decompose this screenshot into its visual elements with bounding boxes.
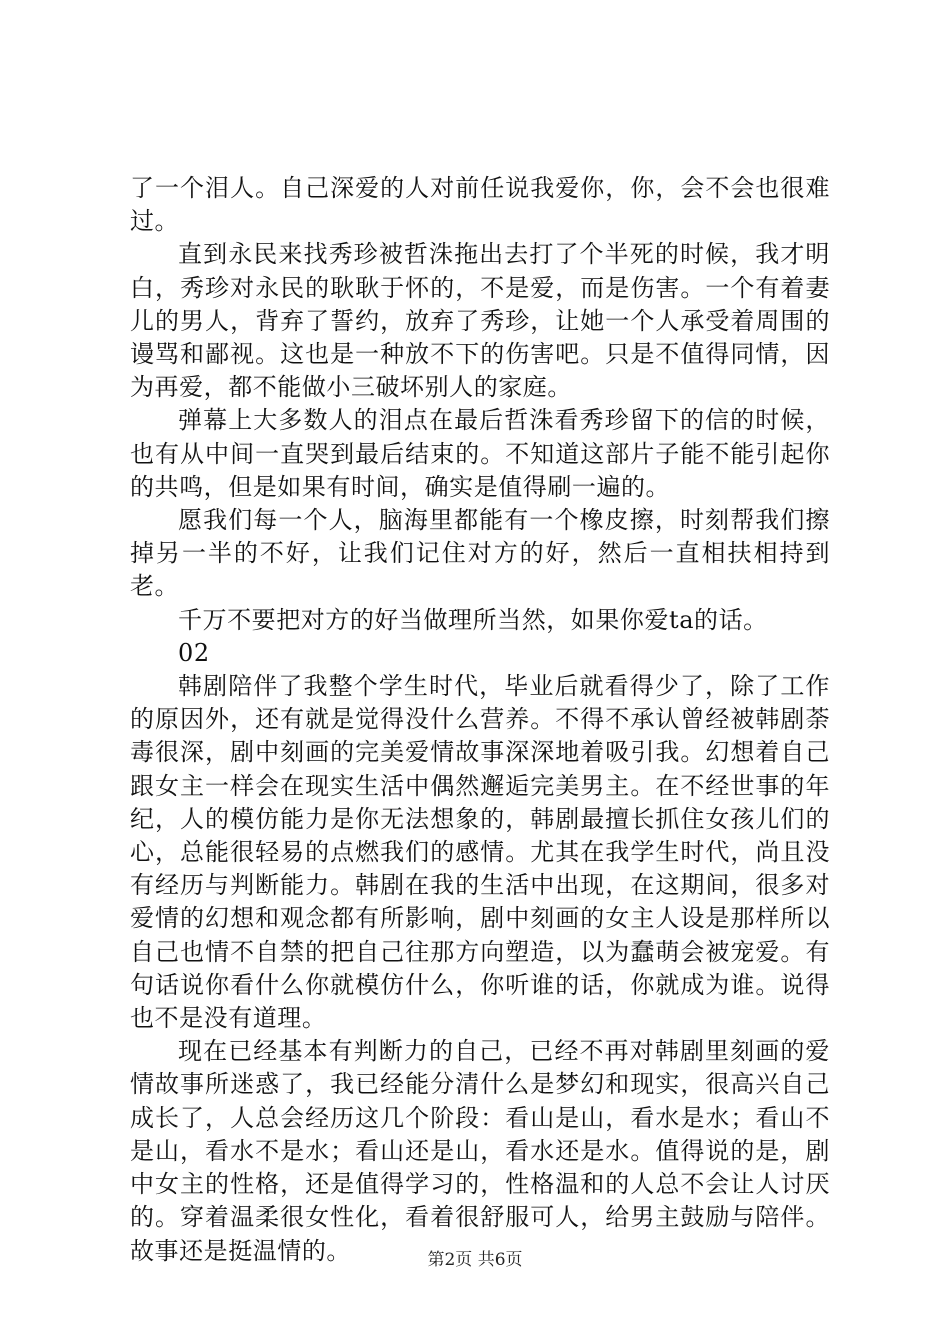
paragraph: 愿我们每一个人，脑海里都能有一个橡皮擦，时刻帮我们擦掉另一半的不好，让我们记住对方的好，然后一直相扶相持到老。 (130, 506, 830, 601)
paragraph: 了一个泪人。自己深爱的人对前任说我爱你，你，会不会也很难过。 (130, 174, 830, 236)
page-footer: 第2页 共6页 (427, 1250, 523, 1270)
paragraph: 千万不要把对方的好当做理所当然，如果你爱ta的话。 (178, 605, 768, 634)
section-number: 02 (178, 638, 210, 667)
paragraph: 现在已经基本有判断力的自己，已经不再对韩剧里刻画的爱情故事所迷惑了，我已经能分清什么是梦幻和现实，很高兴自己成长了，人总会经历这几个阶段：看山是山，看水是水；看山不是山，看水不是水；看山还是山，看水还是水。值得说的是，剧中女主的性格，还是值得学习的，性格温和的人总不会让人讨厌的。穿着温柔很女性化，看着很舒服可人，给男主鼓励与陪伴。故事还是挺温情的。 (130, 1037, 830, 1265)
paragraph: 韩剧陪伴了我整个学生时代，毕业后就看得少了，除了工作的原因外，还有就是觉得没什么营养。不得不承认曾经被韩剧荼毒很深，剧中刻画的完美爱情故事深深地着吸引我。幻想着自己跟女主一样会在现实生活中偶然邂逅完美男主。在不经世事的年纪，人的模仿能力是你无法想象的，韩剧最擅长抓住女孩儿们的心，总能很轻易的点燃我们的感情。尤其在我学生时代，尚且没有经历与判断能力。韩剧在我的生活中出现，在这期间，很多对爱情的幻想和观念都有所影响，剧中刻画的女主人设是那样所以自己也情不自禁的把自己往那方向塑造，以为蠢萌会被宠爱。有句话说你看什么你就模仿什么，你听谁的话，你就成为谁。说得也不是没有道理。 (130, 672, 830, 1033)
document-body (130, 172, 830, 1268)
paragraph: 直到永民来找秀珍被哲洙拖出去打了个半死的时候，我才明白，秀珍对永民的耿耿于怀的，不是爱，而是伤害。一个有着妻儿的男人，背弃了誓约，放弃了秀珍，让她一个人承受着周围的谩骂和鄙视。这也是一种放不下的伤害吧。只是不值得同情，因为再爱，都不能做小三破坏别人的家庭。 (130, 240, 830, 402)
paragraph: 弹幕上大多数人的泪点在最后哲洙看秀珍留下的信的时候，也有从中间一直哭到最后结束的。不知道这部片子能不能引起你的共鸣，但是如果有时间，确实是值得刷一遍的。 (130, 406, 830, 501)
